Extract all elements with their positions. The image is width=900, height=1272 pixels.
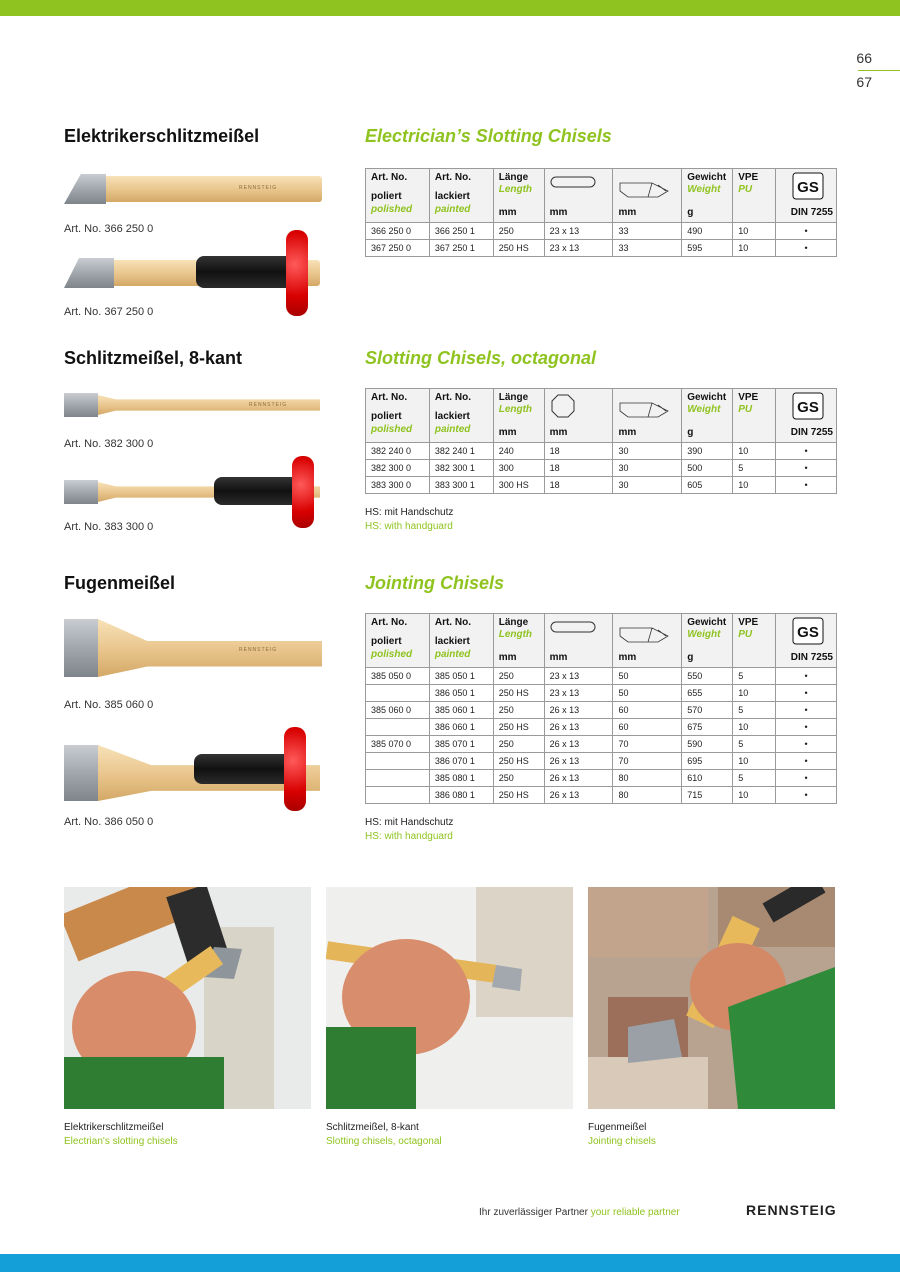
table-cell: 385 060 1 [429,702,493,719]
chisel-image-handguard [64,727,324,813]
table-cell: 30 [613,443,682,460]
caption-en: Slotting chisels, octagonal [326,1136,442,1147]
table-row [366,736,837,753]
table-cell: 5 [733,702,776,719]
table-cell: 10 [733,787,776,804]
table-cell: 26 x 13 [544,753,613,770]
octagon-section-icon [550,393,576,419]
table-cell: 23 x 13 [544,240,613,257]
table-cell: 382 240 1 [429,443,493,460]
table-cell: 26 x 13 [544,770,613,787]
table-cell: 250 HS [493,240,544,257]
table-cell: 595 [682,240,733,257]
table-cell: 250 [493,702,544,719]
table-cell: 366 250 1 [429,223,493,240]
spec-table [365,613,837,804]
table-cell: 250 HS [493,787,544,804]
header-section: mm [544,614,613,668]
photo-electrician-chisel [64,887,311,1109]
table-cell: 26 x 13 [544,736,613,753]
table-cell [366,753,430,770]
header-art-polished: Art. No. poliert polished [366,169,430,223]
table-cell [366,770,430,787]
header-vpe: VPE PU [733,169,776,223]
table-row [366,460,837,477]
table-row [366,443,837,460]
chisel-blade-icon [618,395,674,421]
table-cell: • [776,736,837,753]
table-cell: • [776,223,837,240]
table-cell: 386 080 1 [429,787,493,804]
table-cell: 250 HS [493,719,544,736]
table-cell: • [776,753,837,770]
table-cell: 70 [613,736,682,753]
header-art-painted: Art. No. lackiert painted [429,169,493,223]
table-cell: • [776,685,837,702]
table-cell: 605 [682,477,733,494]
art-label: Art. No. 382 300 0 [64,438,154,450]
table-cell: 60 [613,719,682,736]
table-cell: 5 [733,736,776,753]
chisel-stamp: RENNSTEIG [239,647,278,653]
section-title-en: Slotting Chisels, octagonal [365,348,597,368]
table-cell: 30 [613,460,682,477]
art-label: Art. No. 385 060 0 [64,699,154,711]
header-blade-width: mm [613,169,682,223]
table-cell: 382 300 0 [366,460,430,477]
footer-tagline-de: Ihr zuverlässiger Partner [479,1207,588,1218]
table-cell: 383 300 1 [429,477,493,494]
chisel-stamp: RENNSTEIG [239,185,278,191]
table-cell: 570 [682,702,733,719]
gs-logo-text: GS [797,179,819,196]
table-cell: 385 080 1 [429,770,493,787]
table-cell: 490 [682,223,733,240]
header-din: GS DIN 7255 [776,614,837,668]
table-row [366,240,837,257]
table-cell: 50 [613,668,682,685]
header-vpe: VPE PU [733,614,776,668]
table-cell: 695 [682,753,733,770]
header-section: mm [544,389,613,443]
table-cell: 10 [733,223,776,240]
art-label: Art. No. 367 250 0 [64,306,154,318]
table-row [366,702,837,719]
chisel-blade-icon [618,620,674,646]
table-cell: 26 x 13 [544,702,613,719]
table-cell: 33 [613,223,682,240]
table-cell: 715 [682,787,733,804]
header-blade-width: mm [613,614,682,668]
table-cell: 386 070 1 [429,753,493,770]
table-cell: 30 [613,477,682,494]
section-title-en: Electrician’s Slotting Chisels [365,126,612,146]
chisel-image-handguard [64,456,324,528]
table-cell: 386 060 1 [429,719,493,736]
table-cell: 367 250 0 [366,240,430,257]
page-number-divider [858,70,900,71]
header-art-painted: Art. No. lackiert painted [429,389,493,443]
table-cell: 23 x 13 [544,685,613,702]
gs-certification-icon [792,172,824,200]
table-cell: 385 060 0 [366,702,430,719]
photo-slotting-chisel [326,887,573,1109]
table-cell: 70 [613,753,682,770]
table-cell: • [776,702,837,719]
table-cell: 80 [613,770,682,787]
table-cell: 10 [733,753,776,770]
table-cell: 250 [493,668,544,685]
photo-caption [588,1121,656,1149]
table-cell: • [776,787,837,804]
header-blade-width: mm [613,389,682,443]
table-cell: 5 [733,460,776,477]
header-length: Länge Length mm [493,389,544,443]
note-de: HS: mit Handschutz [365,817,454,828]
table-cell: 250 [493,770,544,787]
photo-caption [326,1121,442,1149]
table-cell: 385 050 0 [366,668,430,685]
table-cell: 10 [733,719,776,736]
table-cell: • [776,668,837,685]
table-cell: 80 [613,787,682,804]
table-cell: 655 [682,685,733,702]
handguard-note [365,506,453,534]
table-cell: 26 x 13 [544,719,613,736]
top-accent-bar [0,0,900,16]
chisel-image-polished [64,170,324,210]
table-cell: • [776,719,837,736]
table-cell: 10 [733,477,776,494]
table-cell: 5 [733,668,776,685]
table-cell: 675 [682,719,733,736]
art-label: Art. No. 386 050 0 [64,816,154,828]
note-en: HS: with handguard [365,831,453,842]
bottom-accent-bar [0,1254,900,1272]
brand-logo: RENNSTEIG [746,1202,837,1218]
table-cell: 300 HS [493,477,544,494]
table-cell: 550 [682,668,733,685]
header-length: Länge Length mm [493,614,544,668]
table-cell: • [776,460,837,477]
table-row [366,223,837,240]
art-label: Art. No. 366 250 0 [64,223,154,235]
table-cell [366,719,430,736]
table-cell: 10 [733,685,776,702]
table-cell: 250 [493,736,544,753]
table-cell: 385 070 1 [429,736,493,753]
note-en: HS: with handguard [365,521,453,532]
table-cell: 300 [493,460,544,477]
gs-certification-icon [792,617,824,645]
header-art-polished: Art. No. poliert polished [366,389,430,443]
chisel-image-polished [64,391,324,421]
table-cell: 250 [493,223,544,240]
table-row [366,770,837,787]
photo-illustration [588,887,835,1109]
table-cell: 386 050 1 [429,685,493,702]
table-cell: 250 HS [493,685,544,702]
footer-tagline [479,1207,680,1218]
chisel-stamp: RENNSTEIG [249,402,288,408]
section-title-de: Elektrikerschlitzmeißel [64,126,260,146]
table-cell: 240 [493,443,544,460]
table-cell: 23 x 13 [544,668,613,685]
table-cell: 610 [682,770,733,787]
chisel-image-polished [64,617,324,683]
table-cell: • [776,477,837,494]
gs-logo-text: GS [797,399,819,416]
header-weight: Gewicht Weight g [682,169,733,223]
header-weight: Gewicht Weight g [682,389,733,443]
table-row [366,787,837,804]
spec-table [365,168,837,257]
table-cell [366,685,430,702]
photo-jointing-chisel [588,887,835,1109]
section-title-de: Fugenmeißel [64,573,176,593]
table-cell: 250 HS [493,753,544,770]
table-body [366,223,837,257]
caption-de: Elektrikerschlitzmeißel [64,1122,164,1133]
table-cell: 10 [733,240,776,257]
table-cell: 367 250 1 [429,240,493,257]
section-title-de: Schlitzmeißel, 8-kant [64,348,243,368]
footer-tagline-en: your reliable partner [590,1207,680,1218]
table-row [366,685,837,702]
note-de: HS: mit Handschutz [365,507,454,518]
chisel-image-handguard [64,230,324,316]
table-cell: 18 [544,460,613,477]
table-row [366,668,837,685]
table-cell: 18 [544,443,613,460]
table-cell: 590 [682,736,733,753]
header-weight: Gewicht Weight g [682,614,733,668]
caption-en: Jointing chisels [588,1136,656,1147]
table-cell: 5 [733,770,776,787]
header-vpe: VPE PU [733,389,776,443]
table-cell: 10 [733,443,776,460]
header-din: GS DIN 7255 [776,169,837,223]
photo-illustration [64,887,311,1109]
chisel-blade-icon [618,175,674,201]
caption-de: Schlitzmeißel, 8-kant [326,1122,419,1133]
table-cell: 366 250 0 [366,223,430,240]
art-label: Art. No. 383 300 0 [64,521,154,533]
table-cell: 33 [613,240,682,257]
table-body [366,443,837,494]
table-row [366,719,837,736]
table-cell: 385 070 0 [366,736,430,753]
photo-illustration [326,887,573,1109]
header-art-painted: Art. No. lackiert painted [429,614,493,668]
gs-certification-icon [792,392,824,420]
table-row [366,477,837,494]
table-cell: 23 x 13 [544,223,613,240]
table-cell: 385 050 1 [429,668,493,685]
spec-table [365,388,837,494]
section-title-en: Jointing Chisels [365,573,505,593]
table-cell: 390 [682,443,733,460]
table-cell: • [776,240,837,257]
table-cell [366,787,430,804]
header-length: Länge Length mm [493,169,544,223]
page-number-right: 67 [856,74,872,90]
rounded-rect-section-icon [550,620,596,634]
handguard-note [365,816,453,844]
table-cell: 383 300 0 [366,477,430,494]
caption-en: Electrian's slotting chisels [64,1136,178,1147]
header-art-polished: Art. No. poliert polished [366,614,430,668]
gs-logo-text: GS [797,624,819,641]
table-cell: 382 240 0 [366,443,430,460]
table-cell: 50 [613,685,682,702]
photo-caption [64,1121,178,1149]
table-row [366,753,837,770]
table-cell: 26 x 13 [544,787,613,804]
table-cell: 382 300 1 [429,460,493,477]
page-number-left: 66 [856,50,872,66]
table-body [366,668,837,804]
caption-de: Fugenmeißel [588,1122,647,1133]
table-cell: 500 [682,460,733,477]
header-din: GS DIN 7255 [776,389,837,443]
table-cell: • [776,443,837,460]
rounded-rect-section-icon [550,175,596,189]
table-cell: 60 [613,702,682,719]
table-cell: 18 [544,477,613,494]
table-cell: • [776,770,837,787]
header-section: mm [544,169,613,223]
